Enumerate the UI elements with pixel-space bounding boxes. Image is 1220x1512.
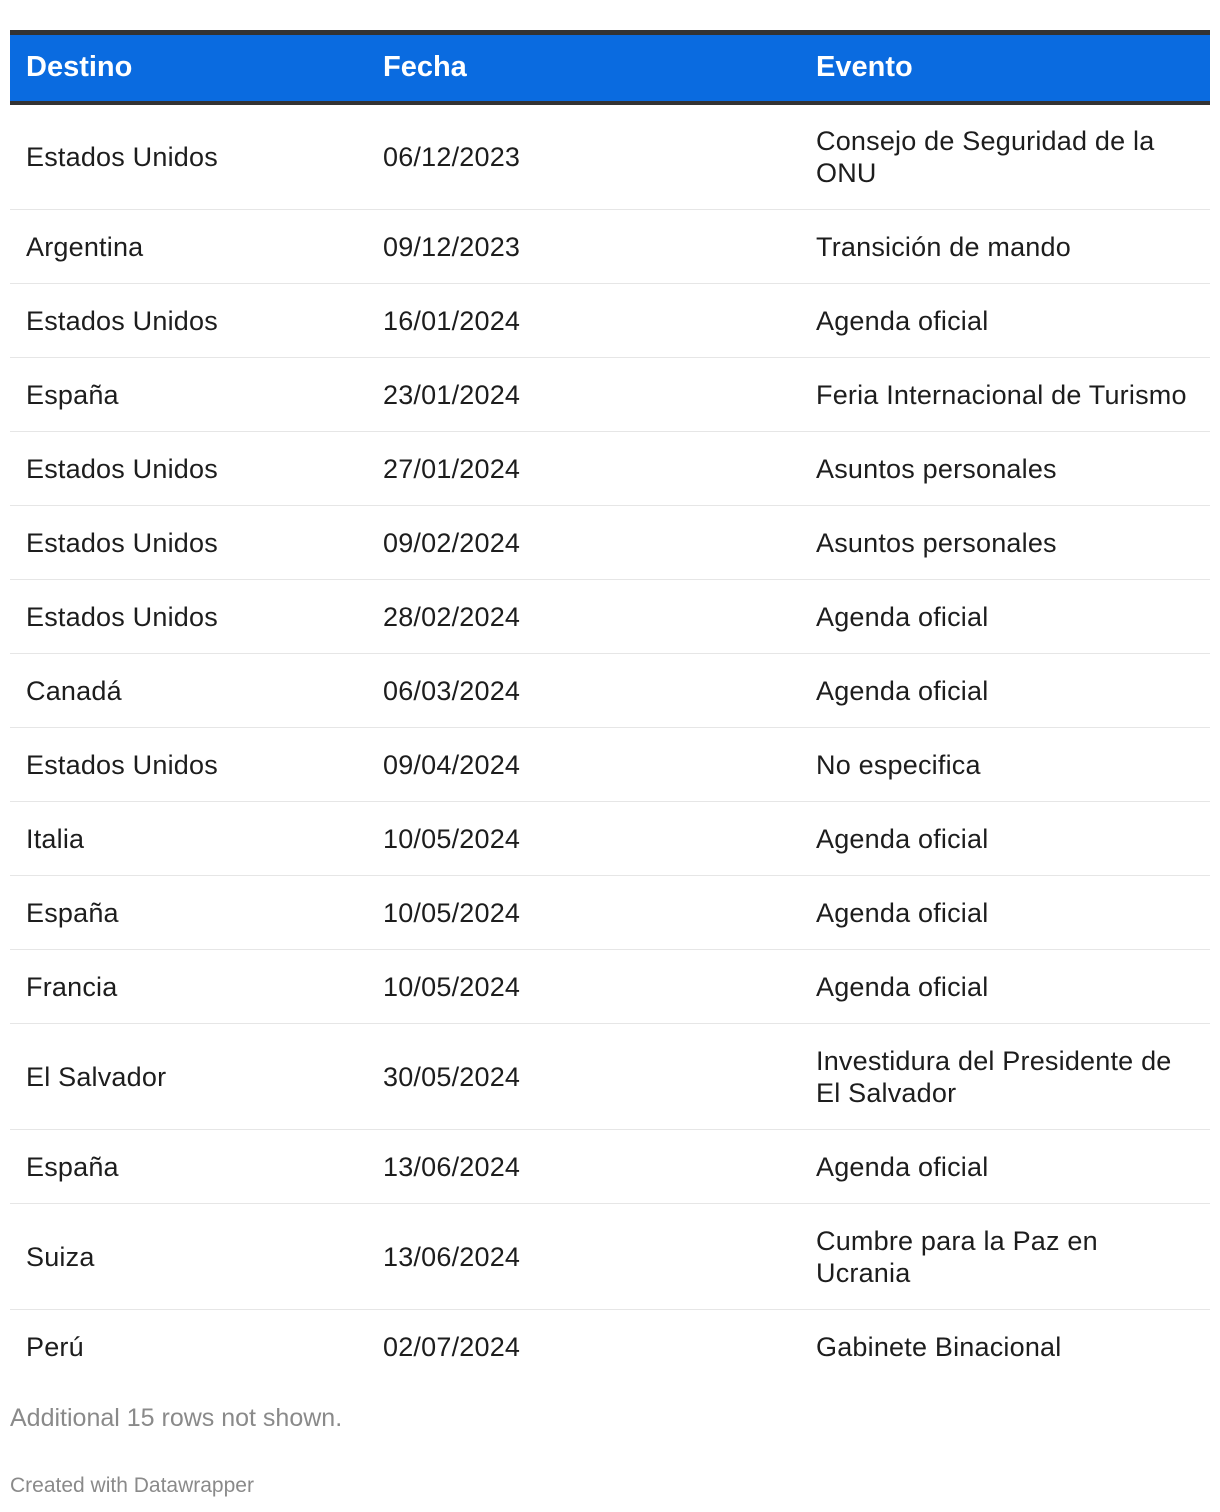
cell-destino: Estados Unidos bbox=[10, 506, 367, 580]
cell-evento: Consejo de Seguridad de la ONU bbox=[800, 103, 1210, 210]
cell-destino: Estados Unidos bbox=[10, 580, 367, 654]
cell-evento: Cumbre para la Paz en Ucrania bbox=[800, 1204, 1210, 1310]
cell-evento: Agenda oficial bbox=[800, 802, 1210, 876]
cell-evento: Investidura del Presidente de El Salvador bbox=[800, 1024, 1210, 1130]
table-row bbox=[10, 654, 1210, 728]
cell-fecha: 09/02/2024 bbox=[367, 506, 800, 580]
table-row bbox=[10, 210, 1210, 284]
cell-fecha: 09/12/2023 bbox=[367, 210, 800, 284]
cell-evento: Agenda oficial bbox=[800, 950, 1210, 1024]
cell-evento: Agenda oficial bbox=[800, 876, 1210, 950]
cell-fecha: 06/12/2023 bbox=[367, 103, 800, 210]
cell-evento: Feria Internacional de Turismo bbox=[800, 358, 1210, 432]
cell-fecha: 13/06/2024 bbox=[367, 1130, 800, 1204]
cell-fecha: 28/02/2024 bbox=[367, 580, 800, 654]
cell-evento: Asuntos personales bbox=[800, 506, 1210, 580]
table-row bbox=[10, 580, 1210, 654]
cell-fecha: 23/01/2024 bbox=[367, 358, 800, 432]
cell-fecha: 02/07/2024 bbox=[383, 1331, 521, 1362]
table-row bbox=[10, 506, 1210, 580]
cell-destino: Francia bbox=[10, 950, 367, 1024]
cell-destino: Perú bbox=[26, 1331, 84, 1362]
cell-evento: Gabinete Binacional bbox=[816, 1331, 1062, 1362]
cell-evento: Agenda oficial bbox=[800, 1130, 1210, 1204]
table-header-row bbox=[10, 33, 1210, 103]
table-notes: Additional 15 rows not shown. bbox=[10, 1404, 343, 1432]
column-header-evento[interactable]: Evento bbox=[800, 33, 1210, 103]
cell-evento: No especifica bbox=[800, 728, 1210, 802]
cell-destino: Argentina bbox=[10, 210, 367, 284]
cell-destino: Estados Unidos bbox=[10, 103, 367, 210]
data-table-container bbox=[10, 30, 1210, 1384]
cell-fecha: 10/05/2024 bbox=[367, 802, 800, 876]
cell-fecha: 30/05/2024 bbox=[367, 1024, 800, 1130]
cell-destino: Suiza bbox=[10, 1204, 367, 1310]
cell-fecha: 06/03/2024 bbox=[367, 654, 800, 728]
cell-destino: España bbox=[10, 876, 367, 950]
table-row bbox=[10, 103, 1210, 210]
table-row bbox=[10, 802, 1210, 876]
table-row bbox=[10, 1204, 1210, 1310]
cell-destino: Estados Unidos bbox=[10, 284, 367, 358]
table-row bbox=[10, 432, 1210, 506]
column-header-fecha[interactable]: Fecha bbox=[367, 33, 800, 103]
cell-destino: España bbox=[10, 358, 367, 432]
cell-evento: Agenda oficial bbox=[800, 580, 1210, 654]
cell-evento: Agenda oficial bbox=[800, 284, 1210, 358]
cell-destino: Estados Unidos bbox=[10, 728, 367, 802]
table-row bbox=[10, 876, 1210, 950]
cell-evento: Transición de mando bbox=[800, 210, 1210, 284]
table-row bbox=[10, 1310, 1210, 1384]
cell-fecha: 27/01/2024 bbox=[367, 432, 800, 506]
table-row bbox=[10, 728, 1210, 802]
cell-fecha: 16/01/2024 bbox=[367, 284, 800, 358]
table-row bbox=[10, 950, 1210, 1024]
cell-evento: Agenda oficial bbox=[800, 654, 1210, 728]
table-row bbox=[10, 1130, 1210, 1204]
cell-destino: España bbox=[10, 1130, 367, 1204]
cell-destino: El Salvador bbox=[10, 1024, 367, 1130]
cell-destino: Estados Unidos bbox=[10, 432, 367, 506]
datawrapper-credit[interactable]: Created with Datawrapper bbox=[10, 1474, 254, 1497]
table-row bbox=[10, 1024, 1210, 1130]
travel-table bbox=[10, 30, 1210, 1384]
cell-fecha: 10/05/2024 bbox=[367, 950, 800, 1024]
table-row bbox=[10, 358, 1210, 432]
cell-destino: Canadá bbox=[10, 654, 367, 728]
column-header-destino[interactable]: Destino bbox=[10, 33, 367, 103]
table-row bbox=[10, 284, 1210, 358]
cell-evento: Asuntos personales bbox=[800, 432, 1210, 506]
cell-destino: Italia bbox=[10, 802, 367, 876]
cell-fecha: 09/04/2024 bbox=[367, 728, 800, 802]
cell-fecha: 10/05/2024 bbox=[367, 876, 800, 950]
cell-fecha: 13/06/2024 bbox=[367, 1204, 800, 1310]
